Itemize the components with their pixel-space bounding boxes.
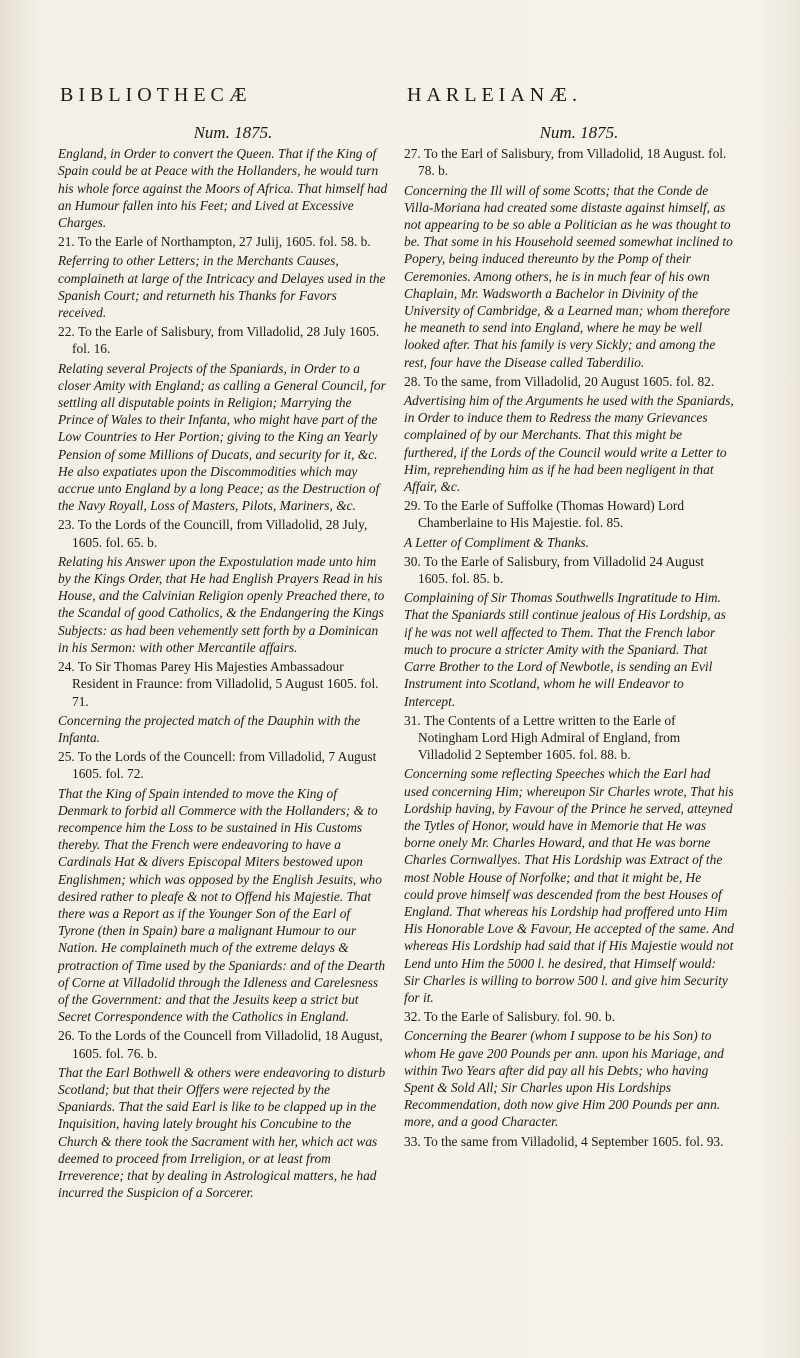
entry-23-summary: Relating his Answer upon the Expostulation made unto him by the Kings Order, that He had English Prayers Read in his House, and the Calvinian Religion openly Preached there, to the Scandal of good Catholics, & the Endangering the Kings Subjects: as had been vehemently sett forth by a Dominican in his Sermon: with other Mercantile affairs. <box>58 553 385 655</box>
left-column <box>58 124 388 1203</box>
entry-30-heading: 30. To the Earle of Salisbury, from Villadolid 24 August 1605. fol. 85. b. <box>404 553 705 587</box>
continued-text: England, in Order to convert the Queen. That if the King of Spain could be at Peace with the Hollanders, he would turn his whole force against the Moors of Africa. That himself had an Humour fallen into his Feet; and Lived at Excessive Charges. <box>58 146 388 231</box>
entry-27-summary: Concerning the Ill will of some Scotts; that the Conde de Villa-Moriana had created some distaste against himself, as not appearing to be so able a Politician as he was thought to be. That some in his Household seemed somewhat inclined to Popery, being induced thereunto by the Pomp of their Ceremonies. Among others, he is in much fear of his own Chaplain, Mr. Wadsworth a Bachelor in Divinity of the University of Cambridge, & a Learned man; whom therefore he meaneth to send into England, where he may be well looked after. That his family is very Sickly; and among the rest, four have the Disease called Taberdilio. <box>404 182 733 370</box>
entry-24-heading: 24. To Sir Thomas Parey His Majesties Ambassadour Resident in Fraunce: from Villadolid, 5 August 1605. fol. 71. <box>58 659 379 709</box>
entry-30-summary: Complaining of Sir Thomas Southwells Ingratitude to Him. That the Spaniards still continue jealous of His Lordship, as if he was not well affected to Them. That the French labor much to procure a stricter Amity with the Spaniard. That Carre Brother to the Lord of Newbotle, is sending an Evil Instrument into Scotland, whom he will Endeavor to Intercept. <box>404 590 726 709</box>
entry-24-summary: Concerning the projected match of the Dauphin with the Infanta. <box>58 712 361 745</box>
entry-26-heading: 26. To the Lords of the Councell from Villadolid, 18 August, 1605. fol. 76. b. <box>58 1028 383 1061</box>
entry-26-summary: That the Earl Bothwell & others were endeavoring to disturb Scotland; but that their Offers were rejected by the Spaniards. That the said Earl is like to be clapped up in the Inquisition, having lately brought his Concubine to the Church & there took the Sacrament with her, which act was deemed to proceed from Irreligion, or at least from Irreverence; that by dealing in Astrological matters, he had incurred the Suspicion of a Sorcerer. <box>58 1064 386 1201</box>
entry-29-heading: 29. To the Earle of Suffolke (Thomas Howard) Lord Chamberlaine to His Majestie. fol. 85. <box>404 498 685 531</box>
running-header <box>0 84 800 114</box>
entry-25-summary: That the King of Spain intended to move the King of Denmark to forbid all Commerce with the Hollanders; & to recompence him the Loss to be sustained in His Customs thereby. That the French were endeavoring to have a Cardinals Hat & divers Episcopal Miters bestowed upon Englishmen; which was opposed by the English Jesuits, who desired rather to pleafe & not to Offend his Majestie. That there was a Report as if the Younger Son of the Earl of Tyrone (then in Spain) bare a malignant Humour to our Nation. He complaineth much of the extreme delays & protraction of Time used by the Spaniards: and of the Dearth of Corne at Villadolid through the Idleness and Carelesness of the Government: and that the Jesuits keep a strict but Secret Correspondence with the Catholics in England. <box>58 785 386 1025</box>
header-right: HARLEIANÆ. <box>407 84 582 106</box>
entry-27-heading: 27. To the Earl of Salisbury, from Villadolid, 18 August. fol. 78. b. <box>404 146 727 179</box>
entry-25-heading: 25. To the Lords of the Councell: from Villadolid, 7 August 1605. fol. 72. <box>58 749 377 782</box>
entry-31-heading: 31. The Contents of a Lettre written to the Earle of Notingham Lord High Admiral of England, from Villadolid 2 September 1605. fol. 88. b. <box>404 712 681 763</box>
entry-22-summary: Relating several Projects of the Spaniards, in Order to a closer Amity with England; as calling a General Council, for settling all disputable points in Religion; Marrying the Prince of Wales to their Infanta, who might have part of the Low Countries to Her Portion; giving to the King an Yearly Pension of some Millions of Ducats, and security for it, &c. He also expatiates upon the Discommodities which may accrue unto England by a long Peace; as the Destruction of the Navy Royall, Loss of Masters, Pilots, Mariners, &c. <box>58 360 386 514</box>
catalogue-number: Num. 1875. <box>193 123 273 142</box>
catalogue-number-right: Num. 1875. <box>539 123 619 142</box>
entry-33-heading: 33. To the same from Villadolid, 4 September 1605. fol. 93. <box>404 1133 724 1149</box>
entry-32-heading: 32. To the Earle of Salisbury. fol. 90. b. <box>404 1009 616 1025</box>
header-left: BIBLIOTHECÆ <box>60 84 252 106</box>
entry-23-heading: 23. To the Lords of the Councill, from Villadolid, 28 July, 1605. fol. 65. b. <box>58 517 368 550</box>
entry-28-summary: Advertising him of the Arguments he used with the Spaniards, in Order to induce them to Redress the many Grievances complained of by our Merchants. That this might be furthered, if the Lords of the Council would write a Letter to Him, reprehending him as if he had been negligent in that Affair, &c. <box>404 393 734 495</box>
entry-32-summary: Concerning the Bearer (whom I suppose to be his Son) to whom He gave 200 Pounds per ann. upon his Mariage, and within Two Years after did pay all his Debts; who having Spent & Sold All; Sir Charles upon His Lordships Recommendation, doth now give Him 200 Pounds per ann. more, and a good Character. <box>404 1028 724 1130</box>
entry-31-summary: Concerning some reflecting Speeches which the Earl had used concerning Him; whereupon Sir Charles wrote, That his Lordship having, by Favour of the Prince he served, atteyned the Tytles of Honor, would have in Memorie that He was borne onely Mr. Charles Howard, and that He was borne Charles Cornwallyes. That His Lordship was Extract of the most Noble House of Norfolke; and that it might be, He could prove himself was descended from the best Houses of England. That whereas his Lordship had proffered unto Him His Honorable Love & Favour, He accepted of the same. And whereas His Lordship had said that if His Majestie would not Lend unto Him the 5000 l. he desired, that Himself would: Sir Charles is willing to borrow 500 l. and give him Security for it. <box>404 766 734 1005</box>
entry-28-heading: 28. To the same, from Villadolid, 20 August 1605. fol. 82. <box>404 373 715 389</box>
entry-21-heading: 21. To the Earle of Northampton, 27 Julij, 1605. fol. 58. b. <box>58 234 371 250</box>
entry-29-summary: A Letter of Compliment & Thanks. <box>404 534 589 550</box>
entry-21-summary: Referring to other Letters; in the Merchants Causes, complaineth at large of the Intricacy and Delayes used in the Spanish Court; and returneth his Thanks for Favors received. <box>58 253 386 321</box>
right-column <box>404 124 734 1152</box>
entry-22-heading: 22. To the Earle of Salisbury, from Villadolid, 28 July 1605. fol. 16. <box>58 324 380 357</box>
